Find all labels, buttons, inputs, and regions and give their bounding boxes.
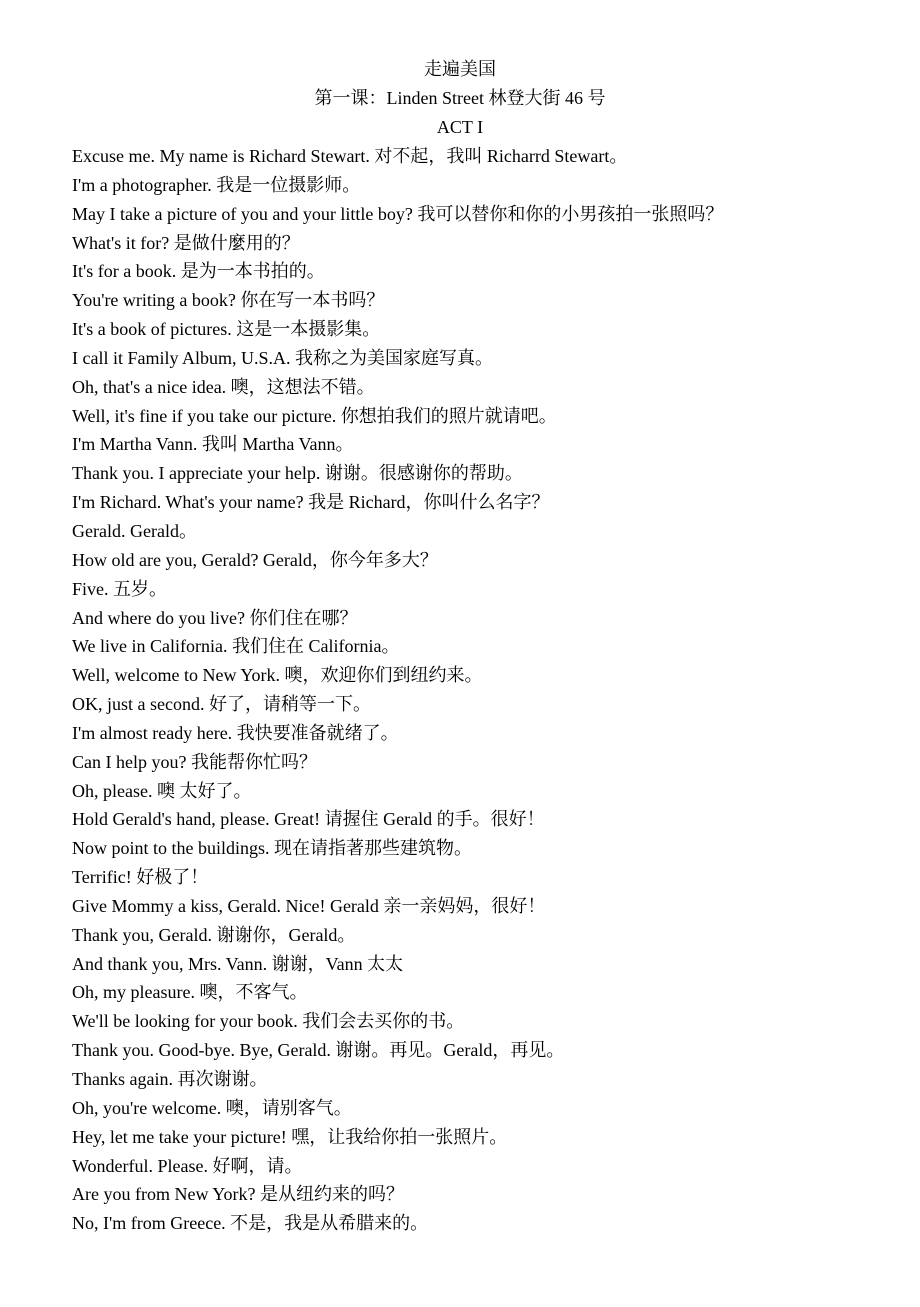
dialogue-line: What's it for? 是做什麼用的？ bbox=[72, 232, 300, 253]
dialogue-line: Give Mommy a kiss, Gerald. Nice! Gerald 亲一亲妈妈，很好！ bbox=[72, 895, 546, 916]
dialogue-line: Hey, let me take your picture! 嘿，让我给你拍一张照片。 bbox=[72, 1126, 508, 1147]
dialogue-line: And thank you, Mrs. Vann. 谢谢，Vann 太太 bbox=[72, 953, 404, 974]
dialogue-line: We live in California. 我们住在 California。 bbox=[72, 636, 400, 657]
dialogue-line: Thank you, Gerald. 谢谢你，Gerald。 bbox=[72, 924, 356, 945]
dialogue-line: Wonderful. Please. 好啊，请。 bbox=[72, 1155, 303, 1176]
dialogue-line: I'm Martha Vann. 我叫 Martha Vann。 bbox=[72, 434, 354, 455]
dialogue-line: It's a book of pictures. 这是一本摄影集。 bbox=[72, 319, 381, 340]
lesson-title: 第一课：Linden Street 林登大街 46 号 bbox=[314, 88, 606, 108]
dialogue-line: Thank you. Good-bye. Bye, Gerald. 谢谢。再见。Gerald，再见。 bbox=[72, 1040, 565, 1061]
dialogue-line: Oh, that's a nice idea. 噢，这想法不错。 bbox=[72, 376, 375, 397]
dialogue-line: I'm almost ready here. 我快要准备就绪了。 bbox=[72, 722, 399, 743]
dialogue-line: I call it Family Album, U.S.A. 我称之为美国家庭写真。 bbox=[72, 347, 493, 368]
dialogue-line: Oh, please. 噢 太好了。 bbox=[72, 780, 252, 801]
dialogue-line: No, I'm from Greece. 不是，我是从希腊来的。 bbox=[72, 1213, 429, 1234]
dialogue-line: You're writing a book? 你在写一本书吗？ bbox=[72, 290, 385, 311]
dialogue-line: Thanks again. 再次谢谢。 bbox=[72, 1069, 268, 1089]
dialogue-line: Are you from New York? 是从纽约来的吗？ bbox=[72, 1184, 404, 1205]
dialogue-line: I'm a photographer. 我是一位摄影师。 bbox=[72, 174, 361, 195]
dialogue-line: May I take a picture of you and your little boy? 我可以替你和你的小男孩拍一张照吗？ bbox=[72, 203, 724, 224]
dialogue-line: How old are you, Gerald? Gerald，你今年多大？ bbox=[72, 549, 438, 570]
dialogue-line: We'll be looking for your book. 我们会去买你的书。 bbox=[72, 1011, 465, 1032]
dialogue-line: Now point to the buildings. 现在请指著那些建筑物。 bbox=[72, 838, 472, 859]
dialogue-line: Well, it's fine if you take our picture. 你想拍我们的照片就请吧。 bbox=[72, 405, 557, 426]
dialogue-line: Thank you. I appreciate your help. 谢谢。很感谢你的帮助。 bbox=[72, 463, 523, 484]
dialogue-line: I'm Richard. What's your name? 我是 Richard，你叫什么名字？ bbox=[72, 492, 550, 513]
dialogue-line: Terrific! 好极了！ bbox=[72, 867, 209, 888]
dialogue-line: Oh, my pleasure. 噢，不客气。 bbox=[72, 982, 308, 1003]
dialogue-line: Gerald. Gerald。 bbox=[72, 520, 197, 541]
dialogue-line: Oh, you're welcome. 噢，请别客气。 bbox=[72, 1097, 352, 1118]
act-heading: ACT I bbox=[436, 117, 484, 137]
dialogue-line: Five. 五岁。 bbox=[72, 578, 168, 599]
dialogue-line: And where do you live? 你们住在哪？ bbox=[72, 607, 358, 628]
dialogue-line: OK, just a second. 好了，请稍等一下。 bbox=[72, 694, 371, 715]
document-title: 走遍美国 bbox=[424, 59, 496, 79]
dialogue-line: Can I help you? 我能帮你忙吗？ bbox=[72, 751, 317, 772]
dialogue-line: Hold Gerald's hand, please. Great! 请握住 Gerald 的手。很好！ bbox=[72, 809, 545, 830]
dialogue-line: It's for a book. 是为一本书拍的。 bbox=[72, 261, 325, 282]
dialogue-line: Well, welcome to New York. 噢，欢迎你们到纽约来。 bbox=[72, 665, 483, 686]
dialogue-lines bbox=[72, 142, 872, 1238]
dialogue-line: Excuse me. My name is Richard Stewart. 对不起，我叫 Richarrd Stewart。 bbox=[72, 146, 628, 166]
